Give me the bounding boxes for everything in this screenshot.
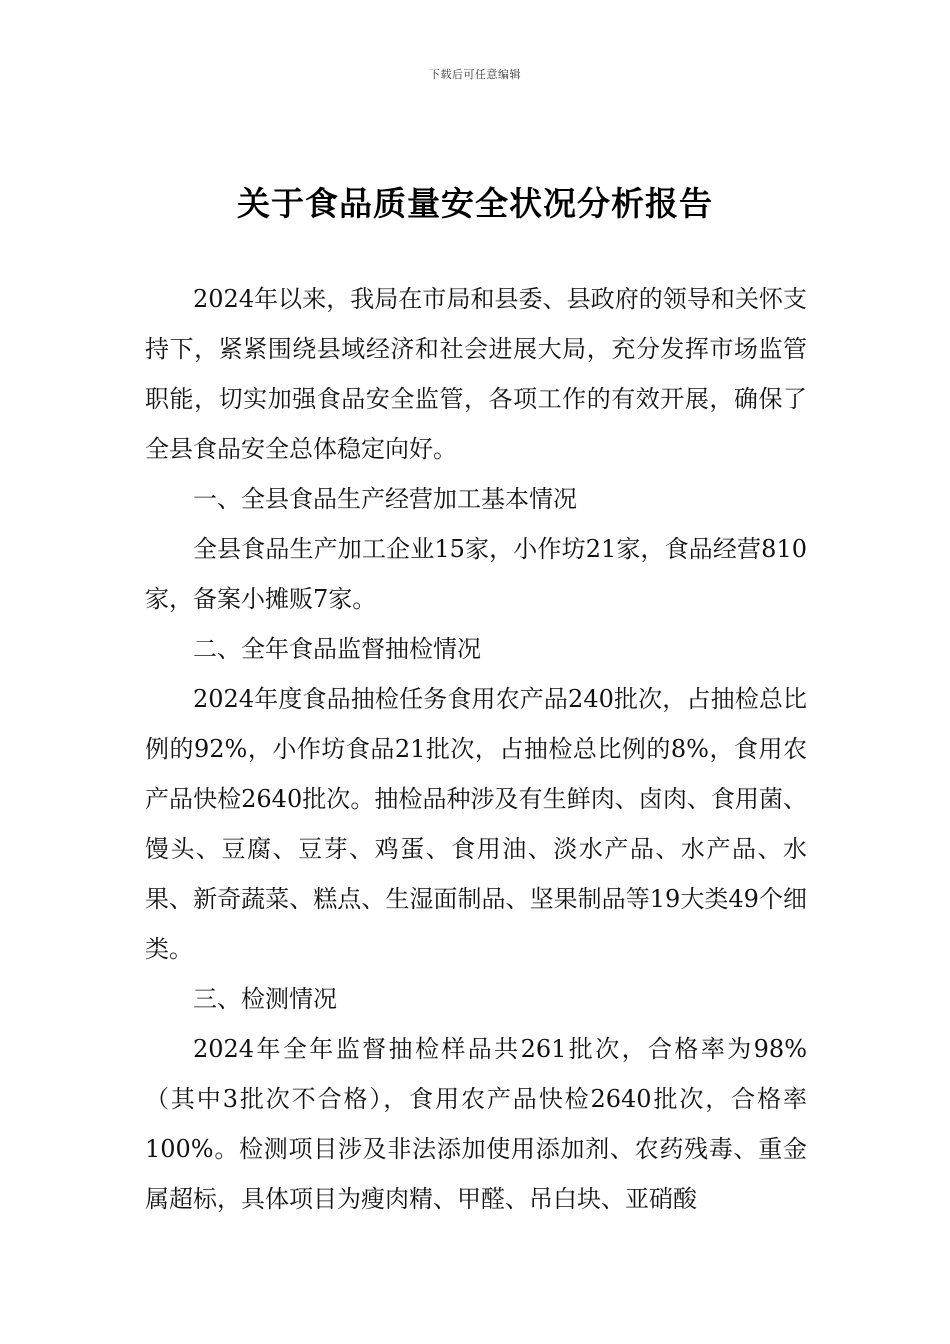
paragraph-section-2: 2024年度食品抽检任务食用农产品240批次，占抽检总比例的92%，小作坊食品21批次，占抽检总比例的8%，食用农产品快检2640批次。抽检品种涉及有生鲜肉、卤肉、食用菌、馒头、豆腐、豆芽、鸡蛋、食用油、淡水产品、水产品、水果、新奇蔬菜、糕点、生湿面制品、坚果制品等19大类49个细类。 <box>145 685 807 963</box>
paragraph-section-1: 全县食品生产加工企业15家，小作坊21家，食品经营810家，备案小摊贩7家。 <box>145 535 807 613</box>
section-heading-2: 二、全年食品监督抽检情况 <box>193 635 481 663</box>
header-note: 下载后可任意编辑 <box>429 68 521 81</box>
section-heading-1: 一、全县食品生产经营加工基本情况 <box>193 485 577 513</box>
paragraph-section-3: 2024年全年监督抽检样品共261批次，合格率为98%（其中3批次不合格），食用农产品快检2640批次，合格率100%。检测项目涉及非法添加使用添加剂、农药残毒、重金属超标，具体项目为瘦肉精、甲醛、吊白块、亚硝酸 <box>145 1035 807 1213</box>
paragraph-intro: 2024年以来，我局在市局和县委、县政府的领导和关怀支持下，紧紧围绕县域经济和社会进展大局，充分发挥市场监管职能，切实加强食品安全监管，各项工作的有效开展，确保了全县食品安全总体稳定向好。 <box>145 285 807 463</box>
document-body <box>145 274 807 1224</box>
section-heading-3: 三、检测情况 <box>193 985 337 1013</box>
document-title: 关于食品质量安全状况分析报告 <box>237 184 713 223</box>
